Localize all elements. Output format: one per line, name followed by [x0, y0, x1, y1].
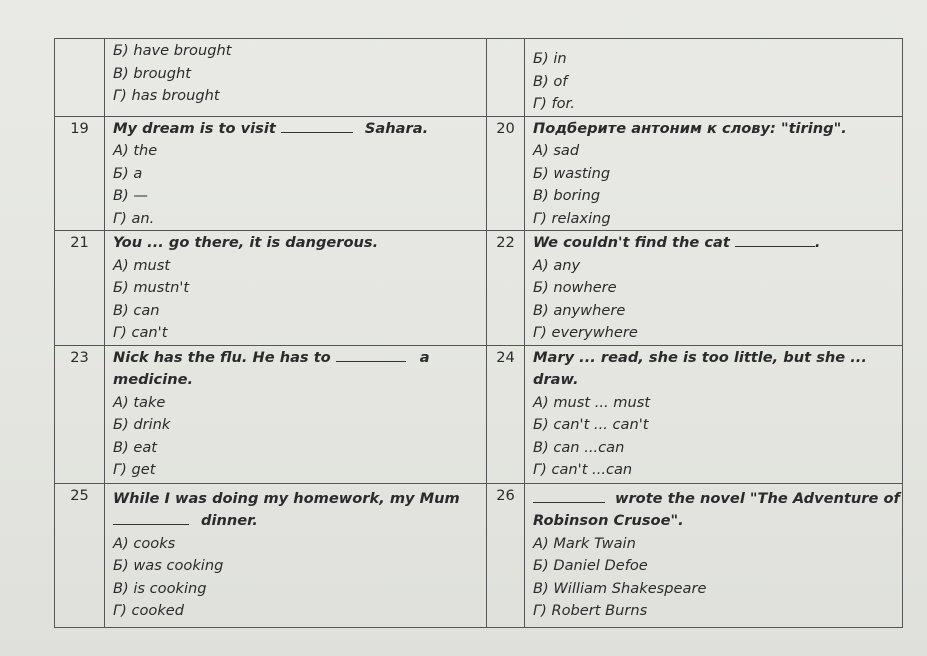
- answer-option: А) the: [113, 142, 158, 159]
- question-text: We couldn't find the cat .: [533, 234, 821, 251]
- question-text: Подберите антоним к слову: "tiring".: [533, 119, 847, 137]
- answer-option: Г) can't: [113, 324, 168, 341]
- answer-option: А) must ... must: [533, 393, 651, 411]
- question-number: 24: [487, 345, 525, 483]
- answer-option: В) William Shakespeare: [533, 579, 707, 597]
- answer-option: Б) wasting: [533, 164, 611, 182]
- question-number: 19: [55, 116, 105, 231]
- question-text-line: draw.: [533, 371, 579, 388]
- answer-option: В) —: [113, 187, 148, 204]
- answer-option: Б) was cooking: [113, 557, 224, 574]
- test-table: [54, 38, 903, 628]
- answer-option: Б) a: [113, 164, 143, 182]
- question-number: 23: [55, 345, 105, 483]
- answer-option: Б) nowhere: [533, 279, 617, 296]
- answer-option: В) eat: [113, 438, 157, 456]
- answer-option: Г) an.: [113, 209, 155, 227]
- question-cell: [525, 345, 903, 483]
- question-cell: [105, 39, 487, 117]
- question-cell: [525, 483, 903, 627]
- answer-option: А) sad: [533, 142, 580, 159]
- answer-blank: [336, 347, 406, 362]
- answer-option: Г) cooked: [113, 602, 185, 619]
- question-text-line: dinner.: [113, 510, 478, 533]
- answer-blank: [113, 510, 189, 525]
- answer-option: В) boring: [533, 187, 601, 204]
- question-cell: [105, 345, 487, 483]
- answer-option: Г) can't ...can: [533, 461, 633, 478]
- question-cell: [525, 39, 903, 117]
- answer-option: Г) for.: [533, 95, 575, 112]
- answer-option: Б) drink: [113, 416, 171, 433]
- question-cell: [105, 231, 487, 346]
- answer-option: Г) everywhere: [533, 324, 638, 341]
- answer-option: В) is cooking: [113, 579, 207, 597]
- question-number: 22: [487, 231, 525, 346]
- answer-option: В) brought: [113, 64, 192, 82]
- answer-option: Б) in: [533, 50, 567, 67]
- question-row: [55, 483, 903, 627]
- question-text: While I was doing my homework, my Mum: [113, 489, 460, 507]
- question-text: Nick has the flu. He has to a: [113, 348, 430, 366]
- answer-blank: [533, 488, 605, 503]
- question-cell: [105, 116, 487, 231]
- answer-option: В) anywhere: [533, 301, 626, 319]
- answer-option: В) of: [533, 72, 568, 90]
- answer-option: Г) relaxing: [533, 209, 611, 227]
- question-number: [55, 39, 105, 117]
- answer-option: А) Mark Twain: [533, 534, 636, 552]
- question-cell: [525, 231, 903, 346]
- question-number: 21: [55, 231, 105, 346]
- question-text: My dream is to visit Sahara.: [113, 119, 429, 137]
- question-row: [55, 116, 903, 231]
- answer-option: В) can ...can: [533, 438, 625, 456]
- question-text: Mary ... read, she is too little, but she ...: [533, 348, 867, 366]
- question-cell: [105, 483, 487, 627]
- question-row: [55, 231, 903, 346]
- question-row: [55, 345, 903, 483]
- question-text: You ... go there, it is dangerous.: [113, 234, 379, 251]
- answer-option: А) must: [113, 256, 171, 274]
- question-text: wrote the novel "The Adventure of: [533, 488, 894, 511]
- answer-option: Г) get: [113, 461, 156, 478]
- answer-option: Б) can't ... can't: [533, 416, 649, 433]
- question-number: [487, 39, 525, 117]
- answer-option: А) cooks: [113, 534, 176, 552]
- question-number: 25: [55, 483, 105, 627]
- answer-option: Б) mustn't: [113, 279, 190, 296]
- question-text-line: medicine.: [113, 371, 194, 388]
- answer-option: Б) have brought: [113, 42, 232, 59]
- answer-option: Г) has brought: [113, 87, 220, 104]
- question-number: 26: [487, 483, 525, 627]
- answer-option: Г) Robert Burns: [533, 602, 648, 619]
- answer-option: А) any: [533, 256, 581, 274]
- answer-blank: [735, 232, 815, 247]
- question-row: [55, 39, 903, 117]
- answer-blank: [281, 118, 353, 133]
- answer-option: А) take: [113, 393, 166, 411]
- question-text-line: Robinson Crusoe".: [533, 512, 684, 529]
- question-number: 20: [487, 116, 525, 231]
- answer-option: Б) Daniel Defoe: [533, 557, 648, 574]
- answer-option: В) can: [113, 301, 160, 319]
- question-cell: [525, 116, 903, 231]
